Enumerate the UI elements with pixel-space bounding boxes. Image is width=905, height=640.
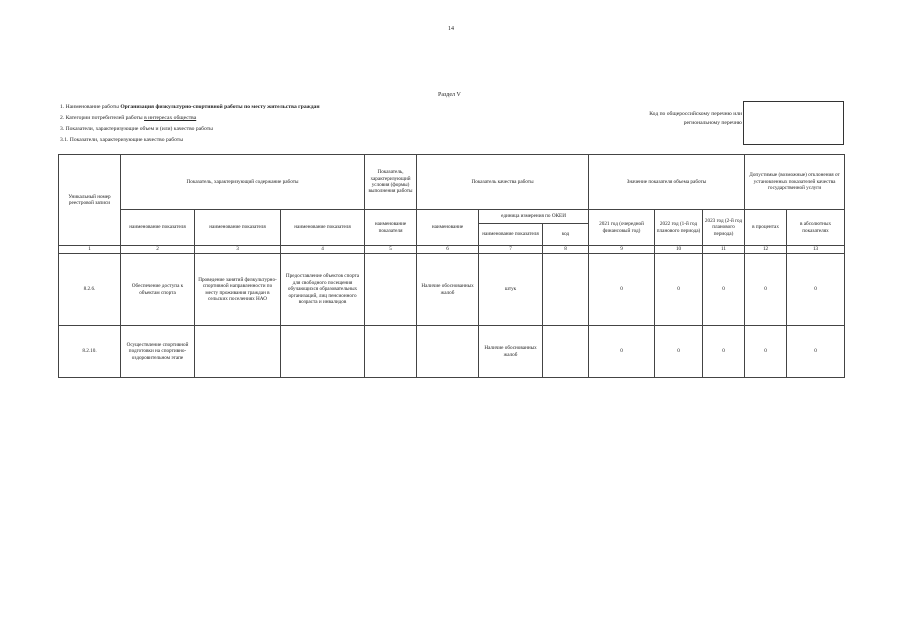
header-in-absolute: в абсолютных показателях [787,210,845,246]
code-label: Код по общероссийскому перечню или региональному перечню [649,111,742,126]
header-volume-group: Значение показателя объема работы [589,155,745,210]
column-number: 6 [417,246,479,254]
code-box [743,101,844,145]
indicators-heading: 3. Показатели, характеризующие объем и (или) качество работы [60,126,213,132]
header-deviation-group: Допустимые (возможные) отклонения от установленных показателей качества государственной услуги [745,155,845,210]
cell-indicator-3 [281,326,365,378]
consumer-category-value: в интересах общества [144,115,197,121]
header-quality-group: Показатель качества работы [417,155,589,210]
cell-deviation-percent: 0 [745,254,787,326]
cell-deviation-absolute: 0 [787,326,845,378]
header-year-2023: 2023 год (2-й год планового периода) [703,210,745,246]
cell-indicator-1: Обеспечение доступа к объектам спорта [121,254,195,326]
quality-table [58,154,845,378]
cell-indicator-1: Осуществление спортивной подготовки на спортивно-оздоровительном этапе [121,326,195,378]
consumer-category-label: 2. Категории потребителей работы [60,115,143,121]
cell-value-2021: 0 [589,326,655,378]
header-indicator-name-3: наименование показателя [281,210,365,246]
header-in-percent: в процентах [745,210,787,246]
header-okei-group: единица измерения по ОКЕИ [479,210,589,224]
registry-number: 8.2.10. [59,326,121,378]
column-number: 9 [589,246,655,254]
header-year-2022: 2022 год (1-й год планового периода) [655,210,703,246]
column-number: 7 [479,246,543,254]
cell-deviation-percent: 0 [745,326,787,378]
cell-indicator-3: Предоставление объектов спорта для свободного посещения обучающихся образовательных организаций, лиц пенсионного возраста и инвалидов [281,254,365,326]
header-unique-number: Уникальный номер реестровой записи [59,155,121,246]
quality-indicators-heading: 3.1. Показатели, характеризующие качество работы [60,137,183,143]
column-number: 3 [195,246,281,254]
header-indicator-name-1: наименование показателя [121,210,195,246]
header-name: наименование [417,210,479,246]
cell-condition [365,254,417,326]
cell-value-2021: 0 [589,254,655,326]
column-number: 13 [787,246,845,254]
header-okei-name: наименование показателя [479,224,543,246]
cell-unit-name: Наличие обоснованных жалоб [479,326,543,378]
page-number: 14 [448,26,454,32]
column-number: 4 [281,246,365,254]
consumer-category-line [60,115,196,121]
cell-condition [365,326,417,378]
cell-indicator-2: Проведение занятий физкультурно-спортивной направленности по месту проживания граждан в сельских поселениях НАО [195,254,281,326]
header-okei-code: код [543,224,589,246]
cell-value-2022: 0 [655,254,703,326]
cell-indicator-2 [195,326,281,378]
column-number: 10 [655,246,703,254]
cell-value-2023: 0 [703,326,745,378]
header-content-group: Показатель, характеризующий содержание работы [121,155,365,210]
table-row [59,326,845,378]
cell-unit-name: штук [479,254,543,326]
table-row [59,254,845,326]
cell-value-2022: 0 [655,326,703,378]
cell-unit-code [543,254,589,326]
section-title: Раздел V [438,92,461,98]
header-conditions-group: Показатель, характеризующий условия (формы) выполнения работы [365,155,417,210]
cell-quality-name: Наличие обоснованных жалоб [417,254,479,326]
header-indicator-name-4: наименование показателя [365,210,417,246]
cell-value-2023: 0 [703,254,745,326]
cell-deviation-absolute: 0 [787,254,845,326]
column-number: 5 [365,246,417,254]
cell-unit-code [543,326,589,378]
header-indicator-name-2: наименование показателя [195,210,281,246]
cell-quality-name [417,326,479,378]
column-number: 11 [703,246,745,254]
registry-number: 8.2.6. [59,254,121,326]
work-name-line [60,104,320,110]
header-year-2021: 2021 год (очередной финансовый год) [589,210,655,246]
column-number: 2 [121,246,195,254]
column-number: 1 [59,246,121,254]
work-name-label: 1. Наименование работы [60,104,119,110]
column-number: 8 [543,246,589,254]
work-name-value: Организация физкультурно-спортивной работы по месту жительства граждан [120,104,320,110]
column-number: 12 [745,246,787,254]
column-numbers-row [59,246,845,254]
